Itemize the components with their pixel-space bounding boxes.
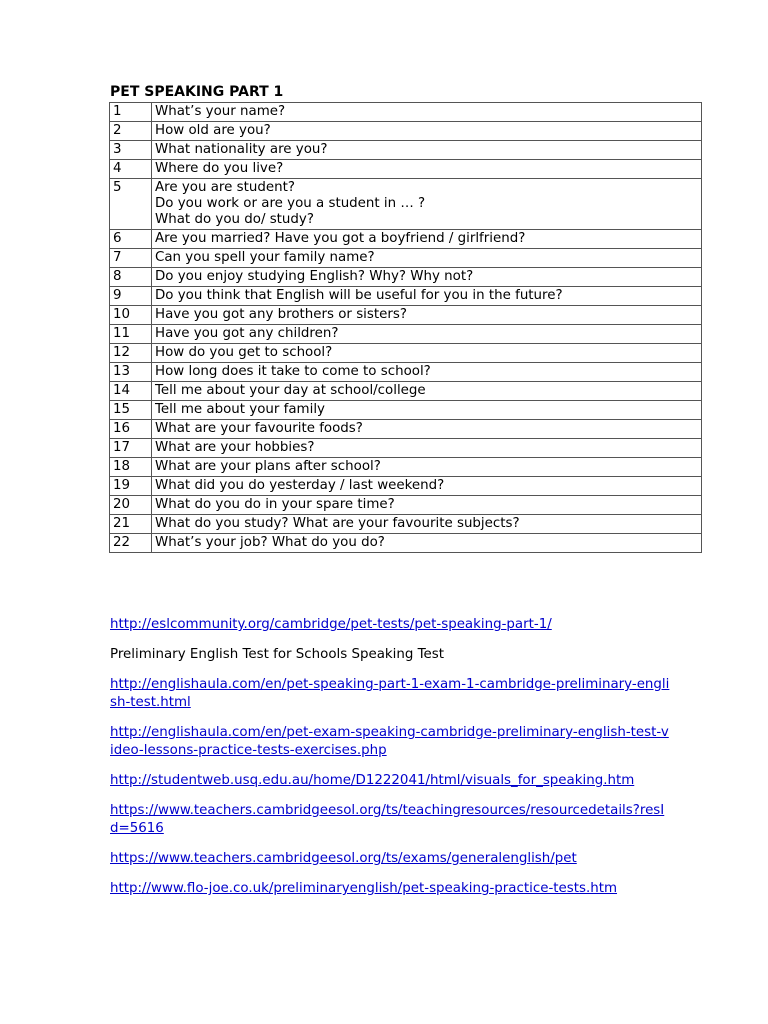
question-number: 14 [110, 382, 152, 401]
questions-table [109, 102, 702, 553]
table-row [110, 534, 702, 553]
question-number: 17 [110, 439, 152, 458]
question-number: 22 [110, 534, 152, 553]
table-row [110, 122, 702, 141]
question-text: How old are you? [152, 122, 702, 141]
list-item [110, 880, 670, 898]
resource-link[interactable]: https://www.teachers.cambridgeesol.org/ts/teachingresources/resourcedetails?resId=5616 [110, 803, 665, 836]
question-text: Do you enjoy studying English? Why? Why not? [152, 268, 702, 287]
question-text: What’s your name? [152, 103, 702, 122]
table-row [110, 382, 702, 401]
list-item [110, 646, 670, 664]
question-text: Are you are student? Do you work or are you a student in … ? What do you do/ study? [152, 179, 702, 230]
table-row [110, 439, 702, 458]
table-row [110, 515, 702, 534]
question-number: 20 [110, 496, 152, 515]
question-text: What’s your job? What do you do? [152, 534, 702, 553]
question-text: Can you spell your family name? [152, 249, 702, 268]
question-text: What are your favourite foods? [152, 420, 702, 439]
table-row [110, 179, 702, 230]
table-row [110, 458, 702, 477]
question-number: 6 [110, 230, 152, 249]
resource-link[interactable]: http://studentweb.usq.edu.au/home/D1222041/html/visuals_for_speaking.htm [110, 773, 635, 788]
list-item [110, 772, 670, 790]
resource-link[interactable]: http://www.flo-joe.co.uk/preliminaryenglish/pet-speaking-practice-tests.htm [110, 881, 618, 896]
table-row [110, 401, 702, 420]
question-text: Where do you live? [152, 160, 702, 179]
table-row [110, 420, 702, 439]
table-row [110, 230, 702, 249]
question-text: Are you married? Have you got a boyfriend / girlfriend? [152, 230, 702, 249]
questions-table-body [110, 103, 702, 553]
question-number: 7 [110, 249, 152, 268]
resource-links [110, 616, 670, 910]
table-row [110, 325, 702, 344]
question-number: 5 [110, 179, 152, 230]
list-item [110, 850, 670, 868]
table-row [110, 141, 702, 160]
question-number: 3 [110, 141, 152, 160]
question-number: 1 [110, 103, 152, 122]
question-text: Have you got any brothers or sisters? [152, 306, 702, 325]
question-number: 16 [110, 420, 152, 439]
table-row [110, 306, 702, 325]
table-row [110, 344, 702, 363]
question-number: 4 [110, 160, 152, 179]
table-row [110, 103, 702, 122]
table-row [110, 249, 702, 268]
question-text: What are your plans after school? [152, 458, 702, 477]
question-text: What do you do in your spare time? [152, 496, 702, 515]
question-number: 18 [110, 458, 152, 477]
question-number: 9 [110, 287, 152, 306]
list-item [110, 802, 670, 838]
resource-link[interactable]: http://englishaula.com/en/pet-exam-speaking-cambridge-preliminary-english-test-video-lessons-practice-tests-exercises.php [110, 725, 669, 758]
table-row [110, 287, 702, 306]
question-number: 2 [110, 122, 152, 141]
question-text: What are your hobbies? [152, 439, 702, 458]
question-text: Do you think that English will be useful for you in the future? [152, 287, 702, 306]
list-item [110, 724, 670, 760]
question-number: 11 [110, 325, 152, 344]
table-row [110, 160, 702, 179]
question-text: Tell me about your family [152, 401, 702, 420]
table-row [110, 268, 702, 287]
question-text: Tell me about your day at school/college [152, 382, 702, 401]
question-text: How do you get to school? [152, 344, 702, 363]
question-number: 21 [110, 515, 152, 534]
table-row [110, 496, 702, 515]
question-number: 12 [110, 344, 152, 363]
question-number: 15 [110, 401, 152, 420]
question-number: 10 [110, 306, 152, 325]
question-number: 8 [110, 268, 152, 287]
question-number: 19 [110, 477, 152, 496]
question-text: How long does it take to come to school? [152, 363, 702, 382]
question-number: 13 [110, 363, 152, 382]
table-row [110, 363, 702, 382]
resource-link[interactable]: https://www.teachers.cambridgeesol.org/ts/exams/generalenglish/pet [110, 851, 577, 866]
table-row [110, 477, 702, 496]
question-text: What did you do yesterday / last weekend? [152, 477, 702, 496]
question-text: What do you study? What are your favourite subjects? [152, 515, 702, 534]
document-title: PET SPEAKING PART 1 [110, 84, 284, 100]
resource-link[interactable]: http://eslcommunity.org/cambridge/pet-tests/pet-speaking-part-1/ [110, 617, 552, 632]
list-item [110, 676, 670, 712]
question-text: Have you got any children? [152, 325, 702, 344]
resource-caption: Preliminary English Test for Schools Speaking Test [110, 647, 444, 662]
list-item [110, 616, 670, 634]
resource-link[interactable]: http://englishaula.com/en/pet-speaking-part-1-exam-1-cambridge-preliminary-english-test.html [110, 677, 670, 710]
question-text: What nationality are you? [152, 141, 702, 160]
